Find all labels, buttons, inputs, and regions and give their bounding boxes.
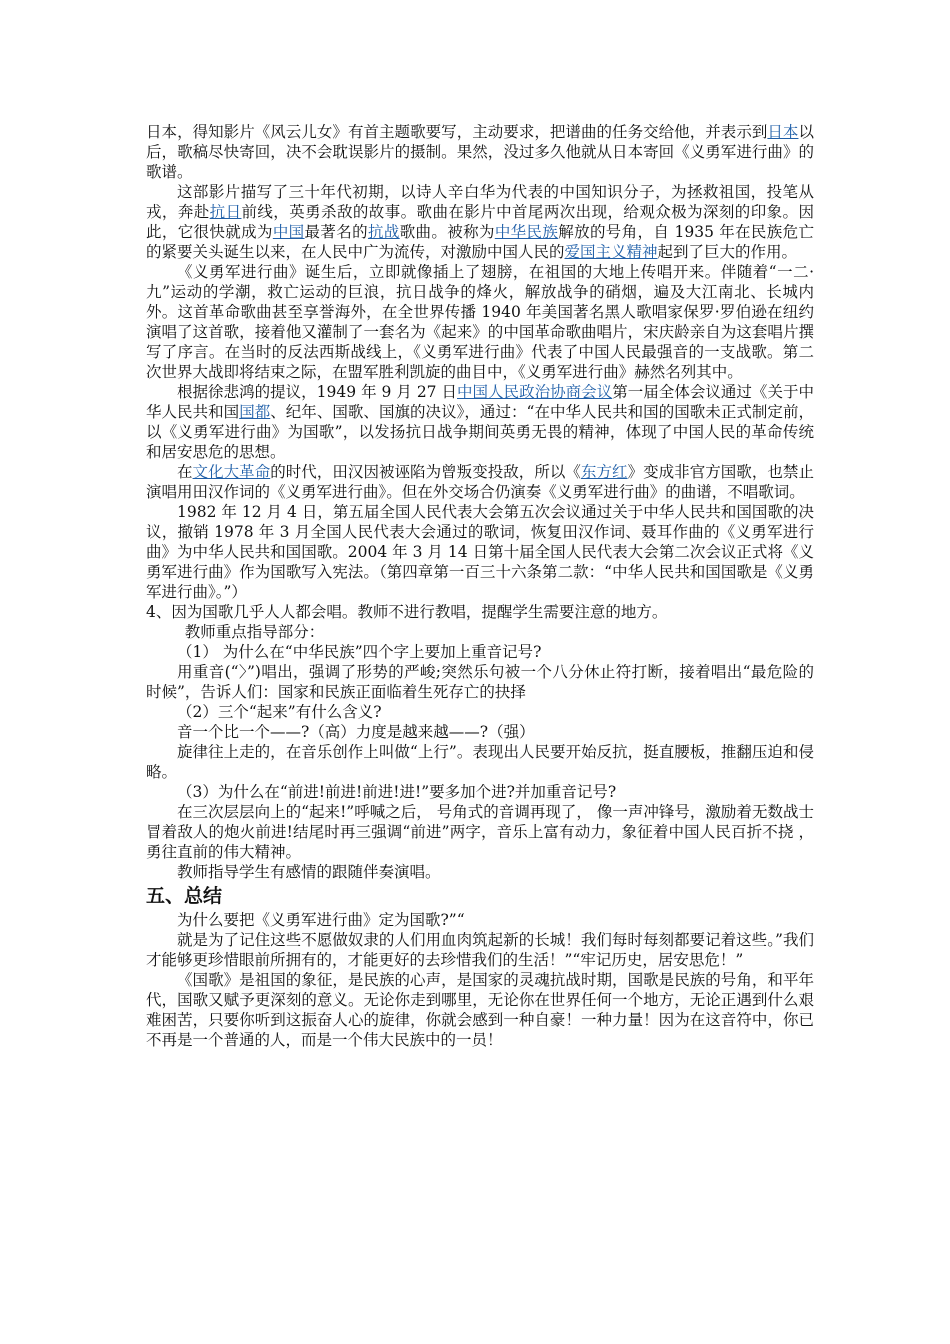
inline-link[interactable]: 东方红 xyxy=(580,463,628,481)
paragraph xyxy=(146,182,814,262)
text-run: 用重音(“〉”)唱出，强调了形势的严峻;突然乐句被一个八分休止符打断，接着唱出“最危险的时候”，告诉人们：国家和民族正面临着生死存亡的抉择 xyxy=(146,663,814,701)
text-run: 前线，英勇杀敌的故事。歌曲在影片中首尾两次出现，给观众极为深刻的印象。因此，它很快就成为 xyxy=(146,203,814,241)
text-run: 起到了巨大的作用。 xyxy=(657,243,798,261)
text-run: 最著名的 xyxy=(304,223,368,241)
paragraph xyxy=(146,722,814,742)
text-run: 1982 年 12 月 4 日，第五届全国人民代表大会第五次会议通过关于中华人民共和国国歌的决议，撤销 1978 年 3 月全国人民代表大会通过的歌词，恢复田汉作词、聂耳作曲的《义勇军进行曲》为中华人民共和国国歌。2004 年 3 月 14 日第十届全国人民代表大会第二次会议正式将《义勇军进行曲》作为国歌写入宪法。（第四章第一百三十六条第二款：“中华人民共和国国歌是《义勇军进行曲》。”） xyxy=(146,503,814,601)
text-run: 教师指导学生有感情的跟随伴奏演唱。 xyxy=(177,863,441,881)
paragraph xyxy=(146,742,814,782)
inline-link[interactable]: 爱国主义精神 xyxy=(564,243,658,261)
text-run: 》变成非官方国歌，也禁止演唱用田汉作词的《义勇军进行曲》。但在外交场合仍演奏《义勇军进行曲》的曲谱，不唱歌词。 xyxy=(146,463,814,501)
inline-link[interactable]: 文化大革命 xyxy=(192,463,271,481)
paragraph xyxy=(146,802,814,862)
inline-link[interactable]: 中国人民政治协商会议 xyxy=(457,383,613,401)
text-run: 这部影片描写了三十年代初期，以诗人辛白华为代表的中国知识分子，为拯救祖国，投笔从戎，奔赴 xyxy=(146,183,814,221)
text-run: 教师重点指导部分： xyxy=(184,623,325,641)
text-run: 旋律往上走的，在音乐创作上叫做“上行”。表现出人民要开始反抗，挺直腰板，推翻压迫和侵略。 xyxy=(146,743,814,781)
text-run: （3）为什么在“前进!前进!前进!进!”要多加个进?并加重音记号? xyxy=(177,783,617,801)
paragraph xyxy=(146,970,814,1050)
section-heading xyxy=(146,882,814,910)
paragraph xyxy=(146,622,814,642)
text-run: 音一个比一个——?（高）力度是越来越——?（强） xyxy=(177,723,535,741)
paragraph xyxy=(146,642,814,662)
paragraph xyxy=(146,382,814,462)
text-run: 五、总结 xyxy=(146,885,223,907)
text-run: 就是为了记住这些不愿做奴隶的人们用血肉筑起新的长城！我们每时每刻都要记着这些。”我们才能够更珍惜眼前所拥有的，才能更好的去珍惜我们的生活！”“牢记历史，居安思危！” xyxy=(146,931,814,969)
paragraph xyxy=(146,262,814,382)
inline-link[interactable]: 中华民族 xyxy=(494,223,559,241)
text-run: 根据徐悲鸿的提议，1949 年 9 月 27 日 xyxy=(177,383,458,401)
paragraph xyxy=(146,502,814,602)
text-run: 日本，得知影片《风云儿女》有首主题歌要写，主动要求，把谱曲的任务交给他，并表示到 xyxy=(146,123,768,141)
text-run: 《国歌》是祖国的象征，是民族的心声，是国家的灵魂抗战时期，国歌是民族的号角，和平年代，国歌又赋予更深刻的意义。无论你走到哪里，无论你在世界任何一个地方，无论正遇到什么艰难困苦，只要你听到这振奋人心的旋律，你就会感到一种自豪！一种力量！因为在这音符中，你已不再是一个普通的人，而是一个伟大民族中的一员！ xyxy=(146,971,814,1049)
paragraph xyxy=(146,862,814,882)
paragraph xyxy=(146,462,814,502)
inline-link[interactable]: 抗战 xyxy=(367,223,400,241)
paragraph xyxy=(146,702,814,722)
inline-link[interactable]: 日本 xyxy=(767,123,799,141)
inline-link[interactable]: 抗日 xyxy=(209,203,242,221)
paragraph xyxy=(146,930,814,970)
text-run: 以后，歌稿尽快寄回，决不会耽误影片的摄制。果然，没过多久他就从日本寄回《义勇军进行曲》的歌谱。 xyxy=(146,123,814,181)
text-run: 解放的号角，自 1935 年在民族危亡的紧要关头诞生以来，在人民中广为流传，对激励中国人民的 xyxy=(146,223,814,261)
paragraph xyxy=(146,122,814,182)
paragraph xyxy=(146,662,814,702)
text-run: 为什么要把《义勇军进行曲》定为国歌?”“ xyxy=(177,911,465,929)
text-run: 在 xyxy=(177,463,193,481)
text-run: （1） 为什么在“中华民族”四个字上要加上重音记号? xyxy=(177,643,542,661)
text-run: 歌曲。被称为 xyxy=(399,223,495,241)
text-run: （2）三个“起来”有什么含义? xyxy=(177,703,382,721)
text-run: 、纪年、国歌、国旗的决议》，通过：“在中华人民共和国的国歌未正式制定前，以《义勇军进行曲》为国歌”，以发扬抗日战争期间英勇无畏的精神，体现了中国人民的革命传统和居安思危的思想。 xyxy=(146,403,814,461)
inline-link[interactable]: 中国 xyxy=(272,223,305,241)
text-run: 在三次层层向上的“起来!”呼喊之后， 号角式的音调再现了， 像一声冲锋号，激励着无数战士冒着敌人的炮火前进!结尾时再三强调“前进”两字，音乐上富有动力，象征着中国人民百折不挠 ，勇往直前的伟大精神。 xyxy=(146,803,814,861)
text-run: 的时代，田汉因被诬陷为曾叛变投敌，所以《 xyxy=(270,463,581,481)
text-run: 第一届全体会议通过《关于中华人民共和国 xyxy=(146,383,814,421)
document-page xyxy=(146,122,814,1050)
text-run: 4、因为国歌几乎人人都会唱。教师不进行教唱，提醒学生需要注意的地方。 xyxy=(146,603,668,621)
paragraph xyxy=(146,910,814,930)
inline-link[interactable]: 国都 xyxy=(239,403,271,421)
paragraph xyxy=(146,782,814,802)
paragraph xyxy=(146,602,814,622)
text-run: 《义勇军进行曲》诞生后，立即就像插上了翅膀，在祖国的大地上传唱开来。伴随着“一二·九”运动的学潮，救亡运动的巨浪，抗日战争的烽火，解放战争的硝烟，遍及大江南北、长城内外。这首革命歌曲甚至享誉海外，在全世界传播 1940 年美国著名黑人歌唱家保罗·罗伯逊在纽约演唱了这首歌，接着他又灌制了一套名为《起来》的中国革命歌曲唱片，宋庆龄亲自为这套唱片撰写了序言。在当时的反法西斯战线上，《义勇军进行曲》代表了中国人民最强音的一支战歌。第二次世界大战即将结束之际，在盟军胜利凯旋的曲目中，《义勇军进行曲》赫然名列其中。 xyxy=(146,263,814,381)
